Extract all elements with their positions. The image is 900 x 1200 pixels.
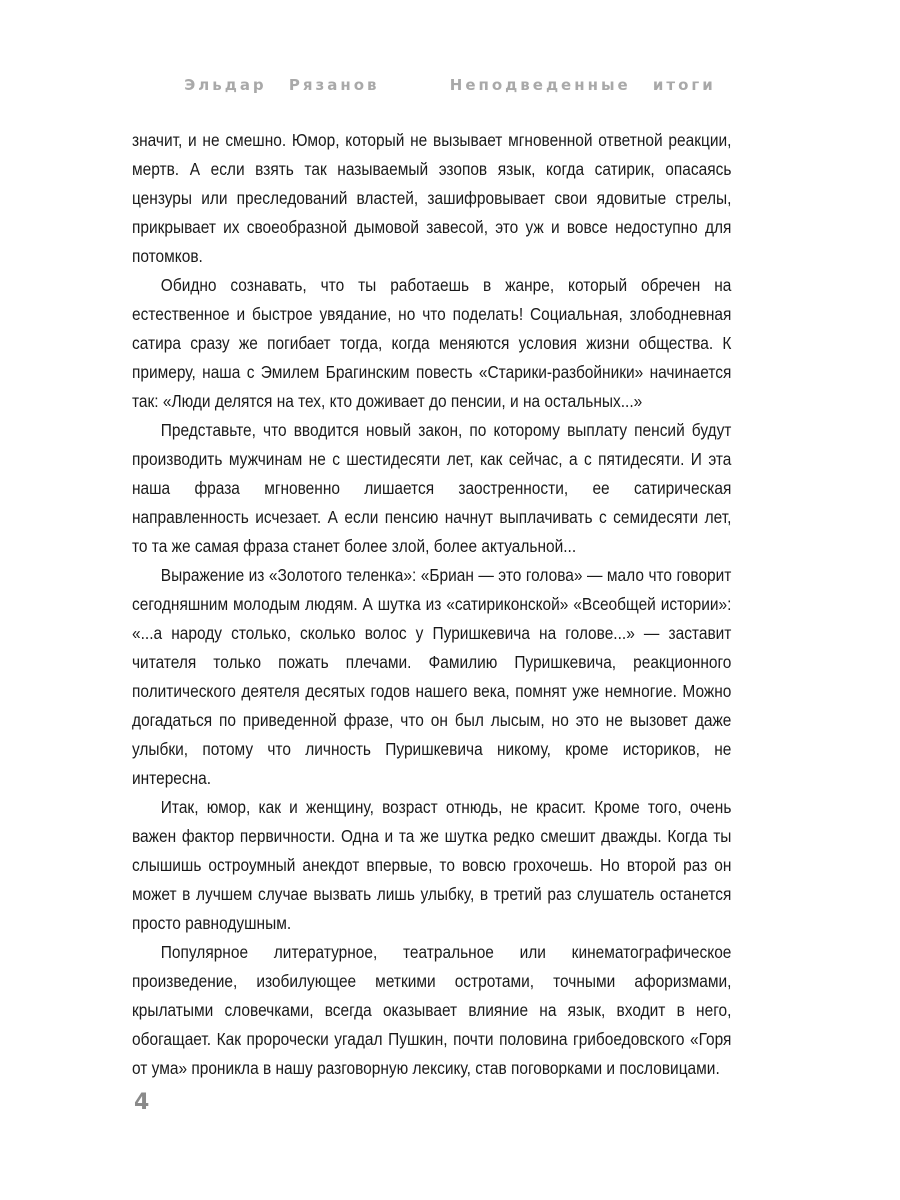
running-header [0,76,900,94]
page-number: 4 [134,1090,150,1115]
paragraph: Представьте, что вводится новый закон, по которому выплату пенсий будут производить мужчинам не с шестидесяти лет, как сейчас, а с пятидесяти. И эта наша фраза мгновенно лишается заостренности, ее сатирическая направленность исчезает. А если пенсию начнут выплачивать с семидесяти лет, то та же самая фраза станет более злой, более актуальной... [132,420,732,556]
header-author: Эльдар Рязанов [184,76,380,94]
header-book-title: Неподведенные итоги [449,76,716,94]
paragraph: значит, и не смешно. Юмор, который не вызывает мгновенной ответной реакции, мертв. А если взять так называемый эзопов язык, когда сатирик, опасаясь цензуры или преследований властей, зашифровывает свои ядовитые стрелы, прикрывает их своеобразной дымовой завесой, это уж и вовсе недоступно для потомков. [132,130,732,266]
paragraph: Выражение из «Золотого теленка»: «Бриан — это голова» — мало что говорит сегодняшним молодым людям. А шутка из «сатириконской» «Всеобщей истории»: «...а народу столько, сколько волос у Пуришкевича на голове...» — заставит читателя только пожать плечами. Фамилию Пуришкевича, реакционного политического деятеля десятых годов нашего века, помнят уже немногие. Можно догадаться по приведенной фразе, что он был лысым, но это не вызовет даже улыбки, потому что личность Пуришкевича никому, кроме историков, не интересна. [132,565,732,788]
paragraph: Итак, юмор, как и женщину, возраст отнюдь, не красит. Кроме того, очень важен фактор первичности. Одна и та же шутка редко смешит дважды. Когда ты слышишь остроумный анекдот впервые, то вовсю грохочешь. Но второй раз он может в лучшем случае вызвать лишь улыбку, в третий раз слушатель останется просто равнодушным. [132,797,732,933]
paragraph: Популярное литературное, театральное или кинематографическое произведение, изобилующее меткими остротами, точными афоризмами, крылатыми словечками, всегда оказывает влияние на язык, входит в него, обогащает. Как пророчески угадал Пушкин, почти половина грибоедовского «Горя от ума» проникла в нашу разговорную лексику, став поговорками и пословицами. [132,942,732,1078]
body-text [132,126,731,1083]
paragraph: Обидно сознавать, что ты работаешь в жанре, который обречен на естественное и быстрое увядание, но что поделать! Социальная, злободневная сатира сразу же погибает тогда, когда меняются условия жизни общества. К примеру, наша с Эмилем Брагинским повесть «Старики-разбойники» начинается так: «Люди делятся на тех, кто доживает до пенсии, и на остальных...» [132,275,732,411]
